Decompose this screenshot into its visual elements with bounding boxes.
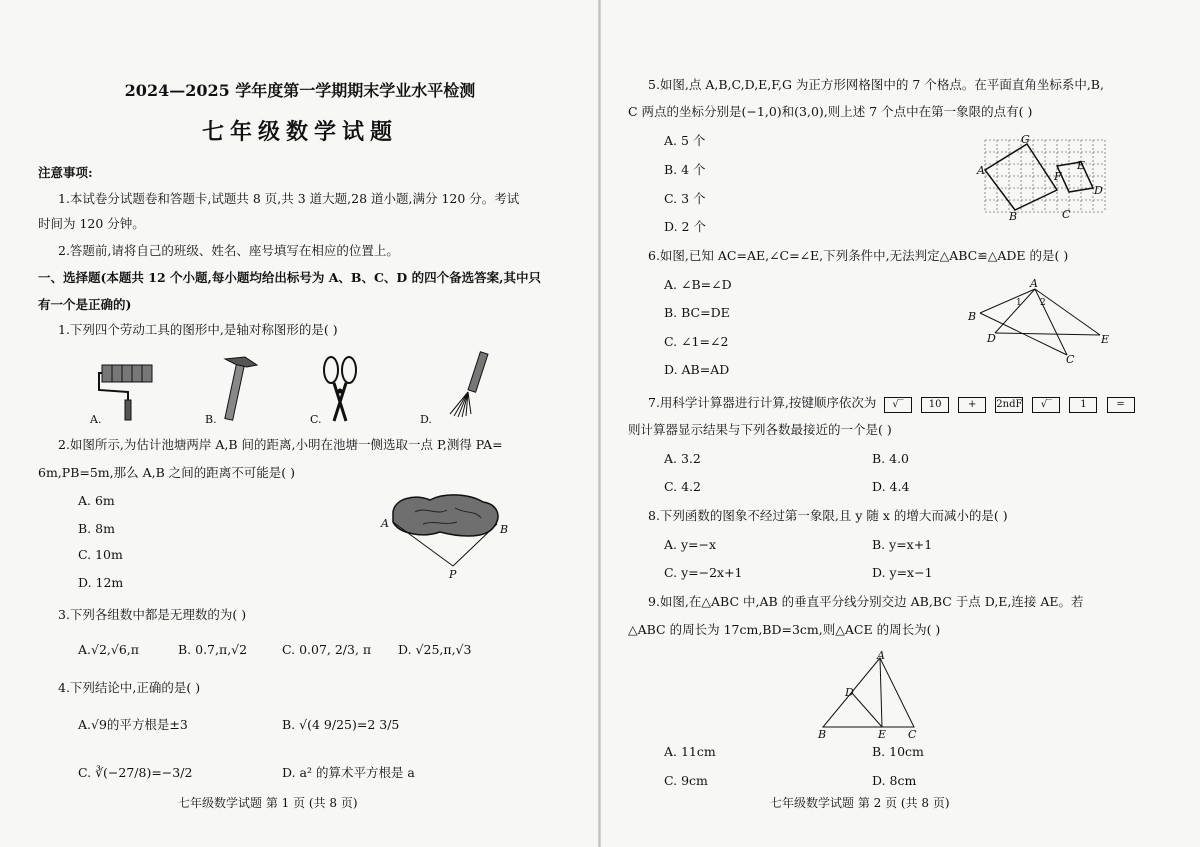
question-8: 8.下列函数的图象不经过第一象限,且 y 随 x 的增大而减小的是( ) — [648, 508, 1008, 523]
q3-option-b: B. 0.7̇,π,√2 — [178, 642, 248, 657]
question-4: 4.下列结论中,正确的是( ) — [58, 680, 201, 695]
q3-option-c: C. 0.07, 2/3, π — [282, 642, 372, 657]
q5-option-a: A. 5 个 — [664, 133, 706, 148]
hammer-figure — [215, 355, 260, 425]
q8-option-a: A. y=−x — [664, 537, 717, 552]
q2-label-p: P — [449, 568, 457, 581]
notice-heading: 注意事项: — [38, 165, 93, 180]
q7-option-b: B. 4.0 — [872, 451, 910, 466]
question-7a: 7.用科学计算器进行计算,按键顺序依次为 — [648, 395, 877, 410]
rake-broom-figure — [440, 352, 490, 422]
shears-figure — [320, 355, 360, 423]
key-sqrt-1: √‾ — [884, 397, 912, 413]
key-sqrt-2: √‾ — [1032, 397, 1060, 413]
q2-label-a: A — [381, 517, 389, 530]
q3-option-d: D. √25,π,√3 — [398, 642, 472, 657]
q6-label-2: 2 — [1040, 298, 1046, 308]
question-3: 3.下列各组数中都是无理数的为( ) — [58, 607, 247, 622]
q9-option-d: D. 8cm — [872, 773, 917, 788]
q6-label-b: B — [968, 310, 977, 323]
q2-option-c: C. 10m — [78, 547, 123, 562]
q9-option-a: A. 11cm — [664, 744, 716, 759]
q5-label-c: C — [1062, 208, 1071, 221]
q5-label-e: E — [1077, 159, 1086, 172]
q8-option-d: D. y=x−1 — [872, 565, 933, 580]
q5-option-d: D. 2 个 — [664, 219, 706, 234]
grid-figure — [985, 140, 1105, 212]
q9-label-b: B — [818, 728, 827, 741]
key-10: 10 — [921, 397, 949, 413]
q5-option-b: B. 4 个 — [664, 162, 706, 177]
q6-label-d: D — [987, 332, 996, 345]
q6-label-a: A — [1030, 277, 1038, 290]
question-5a: 5.如图,点 A,B,C,D,E,F,G 为正方形网格图中的 7 个格点。在平面直角坐标系中,B, — [648, 77, 1104, 92]
q2-option-a: A. 6m — [78, 493, 115, 508]
q7-option-d: D. 4.4 — [872, 479, 910, 494]
section-1-heading-b: 有一个是正确的) — [38, 297, 132, 312]
question-5b: C 两点的坐标分别是(−1,0)和(3,0),则上述 7 个点中在第一象限的点有( ) — [628, 104, 1033, 119]
notice-1a: 1.本试卷分试题卷和答题卡,试题共 8 页,共 3 道大题,28 道小题,满分 120 分。考试 — [58, 191, 520, 206]
calculator-key-sequence — [884, 394, 1139, 413]
q5-label-d: D — [1094, 184, 1103, 197]
key-equals: = — [1107, 397, 1135, 413]
paint-roller-figure — [98, 360, 158, 420]
question-9a: 9.如图,在△ABC 中,AB 的垂直平分线分别交边 AB,BC 于点 D,E,连接 AE。若 — [648, 594, 1084, 609]
question-1: 1.下列四个劳动工具的图形中,是轴对称图形的是( ) — [58, 322, 338, 337]
q1-option-c: C. — [310, 413, 322, 426]
q9-option-c: C. 9cm — [664, 773, 708, 788]
page-1-footer: 七年级数学试题 第 1 页 (共 8 页) — [178, 796, 358, 810]
q9-label-e: E — [878, 728, 887, 741]
q5-option-c: C. 3 个 — [664, 191, 706, 206]
q9-option-b: B. 10cm — [872, 744, 924, 759]
q4-option-d: D. a² 的算术平方根是 a — [282, 765, 415, 780]
triangle-abc-figure — [820, 655, 920, 730]
q8-option-b: B. y=x+1 — [872, 537, 933, 552]
q1-option-a: A. — [90, 413, 102, 426]
question-9b: △ABC 的周长为 17cm,BD=3cm,则△ACE 的周长为( ) — [628, 622, 941, 637]
q6-option-a: A. ∠B=∠D — [664, 277, 732, 292]
question-2b: 6m,PB=5m,那么 A,B 之间的距离不可能是( ) — [38, 465, 295, 480]
question-7b: 则计算器显示结果与下列各数最接近的一个是( ) — [628, 422, 892, 437]
q9-label-d: D — [845, 686, 854, 699]
q1-option-b: B. — [205, 413, 217, 426]
key-2ndf: 2ndF — [995, 397, 1023, 413]
q9-label-c: C — [908, 728, 917, 741]
notice-1b: 时间为 120 分钟。 — [38, 216, 145, 231]
q6-label-c: C — [1066, 353, 1075, 366]
q1-option-d: D. — [420, 413, 432, 426]
q2-label-b: B — [500, 523, 509, 536]
q6-label-1: 1 — [1016, 298, 1022, 308]
page-2-footer: 七年级数学试题 第 2 页 (共 8 页) — [770, 796, 950, 810]
q6-option-b: B. BC=DE — [664, 305, 730, 320]
notice-2: 2.答题前,请将自己的班级、姓名、座号填写在相应的位置上。 — [58, 243, 399, 258]
exam-subtitle: 七年级数学试题 — [201, 119, 398, 145]
exam-title: 2024—2025 学年度第一学期期末学业水平检测 — [124, 81, 476, 100]
q5-label-b: B — [1009, 210, 1018, 223]
q5-label-f: F — [1054, 170, 1062, 183]
q4-option-a: A.√9的平方根是±3 — [78, 717, 188, 732]
q7-option-c: C. 4.2 — [664, 479, 701, 494]
q6-label-e: E — [1101, 333, 1110, 346]
question-6: 6.如图,已知 AC=AE,∠C=∠E,下列条件中,无法判定△ABC≌△ADE 的是( ) — [648, 248, 1069, 263]
q5-label-a: A — [977, 164, 985, 177]
q6-option-c: C. ∠1=∠2 — [664, 334, 729, 349]
q2-option-d: D. 12m — [78, 575, 124, 590]
q4-option-b: B. √(4 9/25)=2 3/5 — [282, 717, 400, 732]
q6-option-d: D. AB=AD — [664, 362, 730, 377]
key-plus: + — [958, 397, 986, 413]
section-1-heading-a: 一、选择题(本题共 12 个小题,每小题均给出标号为 A、B、C、D 的四个备选答案,其中只 — [38, 270, 541, 285]
q8-option-c: C. y=−2x+1 — [664, 565, 743, 580]
q7-option-a: A. 3.2 — [664, 451, 701, 466]
q3-option-a: A.√2,√6,π — [78, 642, 139, 657]
q4-option-c: C. ∛(−27/8)=−3/2 — [78, 765, 193, 780]
q9-label-a: A — [877, 649, 885, 662]
question-2a: 2.如图所示,为估计池塘两岸 A,B 间的距离,小明在池塘一侧选取一点 P,测得 PA= — [58, 437, 503, 452]
q2-option-b: B. 8m — [78, 521, 115, 536]
q5-label-g: G — [1021, 133, 1030, 146]
key-1: 1 — [1069, 397, 1097, 413]
